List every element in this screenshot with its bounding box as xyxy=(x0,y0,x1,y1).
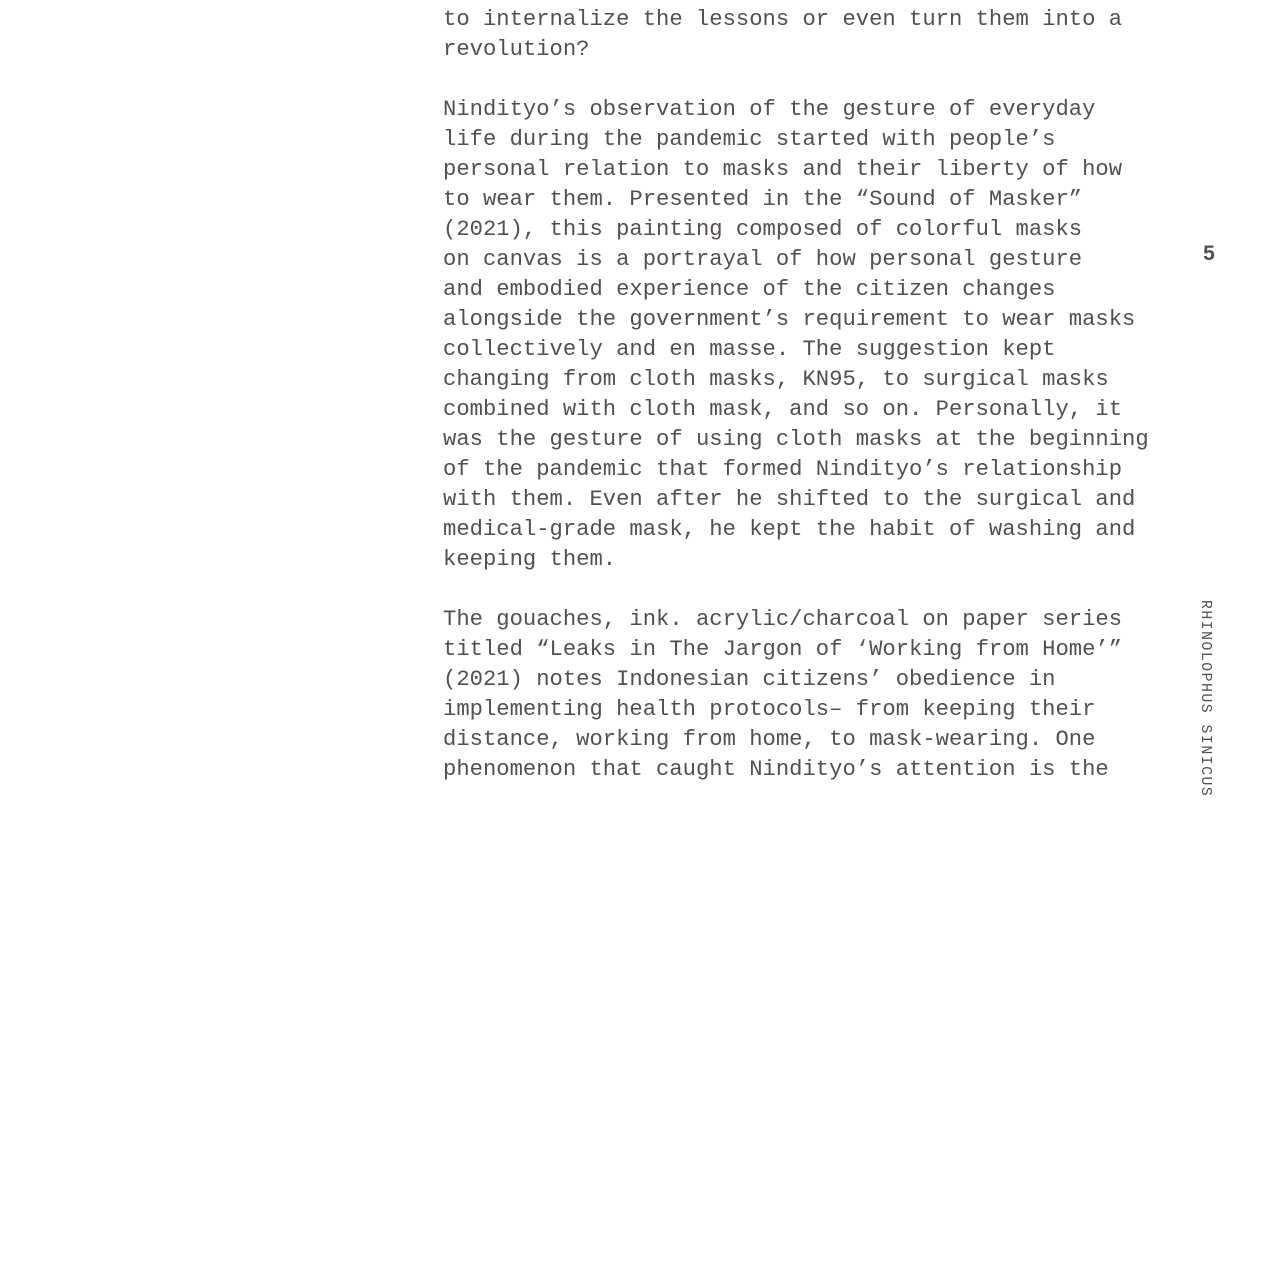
text-line: implementing health protocols– from keeping their xyxy=(443,697,1096,722)
paragraph-2 xyxy=(443,95,1149,575)
text-line: with them. Even after he shifted to the surgical and xyxy=(443,487,1136,512)
paragraph-3 xyxy=(443,605,1143,785)
text-line: personal relation to masks and their liberty of how xyxy=(443,157,1123,182)
page-number: 5 xyxy=(1203,242,1215,265)
text-line: collectively and en masse. The suggestion kept xyxy=(443,337,1056,362)
text-line: phenomenon that caught Nindityo’s attention is the xyxy=(443,757,1109,782)
text-line: keeping them. xyxy=(443,547,617,572)
text-line: and embodied experience of the citizen changes xyxy=(443,277,1056,302)
text-line: changing from cloth masks, KN95, to surgical masks xyxy=(443,367,1109,392)
text-line: The gouaches, ink. acrylic/charcoal on paper series xyxy=(443,607,1123,632)
text-line: of the pandemic that formed Nindityo’s relationship xyxy=(443,457,1123,482)
text-line: titled “Leaks in The Jargon of ‘Working from Home’” xyxy=(443,637,1123,662)
running-title: RHINOLOPHUS SINICUS xyxy=(1197,600,1213,798)
text-line: to wear them. Presented in the “Sound of Masker” xyxy=(443,187,1083,212)
text-line: medical-grade mask, he kept the habit of washing and xyxy=(443,517,1136,542)
text-line: combined with cloth mask, and so on. Personally, it xyxy=(443,397,1123,422)
text-line: life during the pandemic started with people’s xyxy=(443,127,1056,152)
text-line: to internalize the lessons or even turn them into a xyxy=(443,7,1123,32)
text-line: Nindityo’s observation of the gesture of everyday xyxy=(443,97,1096,122)
paragraph-1 xyxy=(443,5,1143,65)
text-line: distance, working from home, to mask-wearing. One xyxy=(443,727,1096,752)
body-text xyxy=(443,5,1149,815)
text-line: (2021) notes Indonesian citizens’ obedience in xyxy=(443,667,1056,692)
text-line: revolution? xyxy=(443,37,590,62)
text-line: alongside the government’s requirement to wear masks xyxy=(443,307,1136,332)
text-line: was the gesture of using cloth masks at the beginning xyxy=(443,427,1149,452)
text-line: on canvas is a portrayal of how personal gesture xyxy=(443,247,1083,272)
text-line: (2021), this painting composed of colorful masks xyxy=(443,217,1083,242)
